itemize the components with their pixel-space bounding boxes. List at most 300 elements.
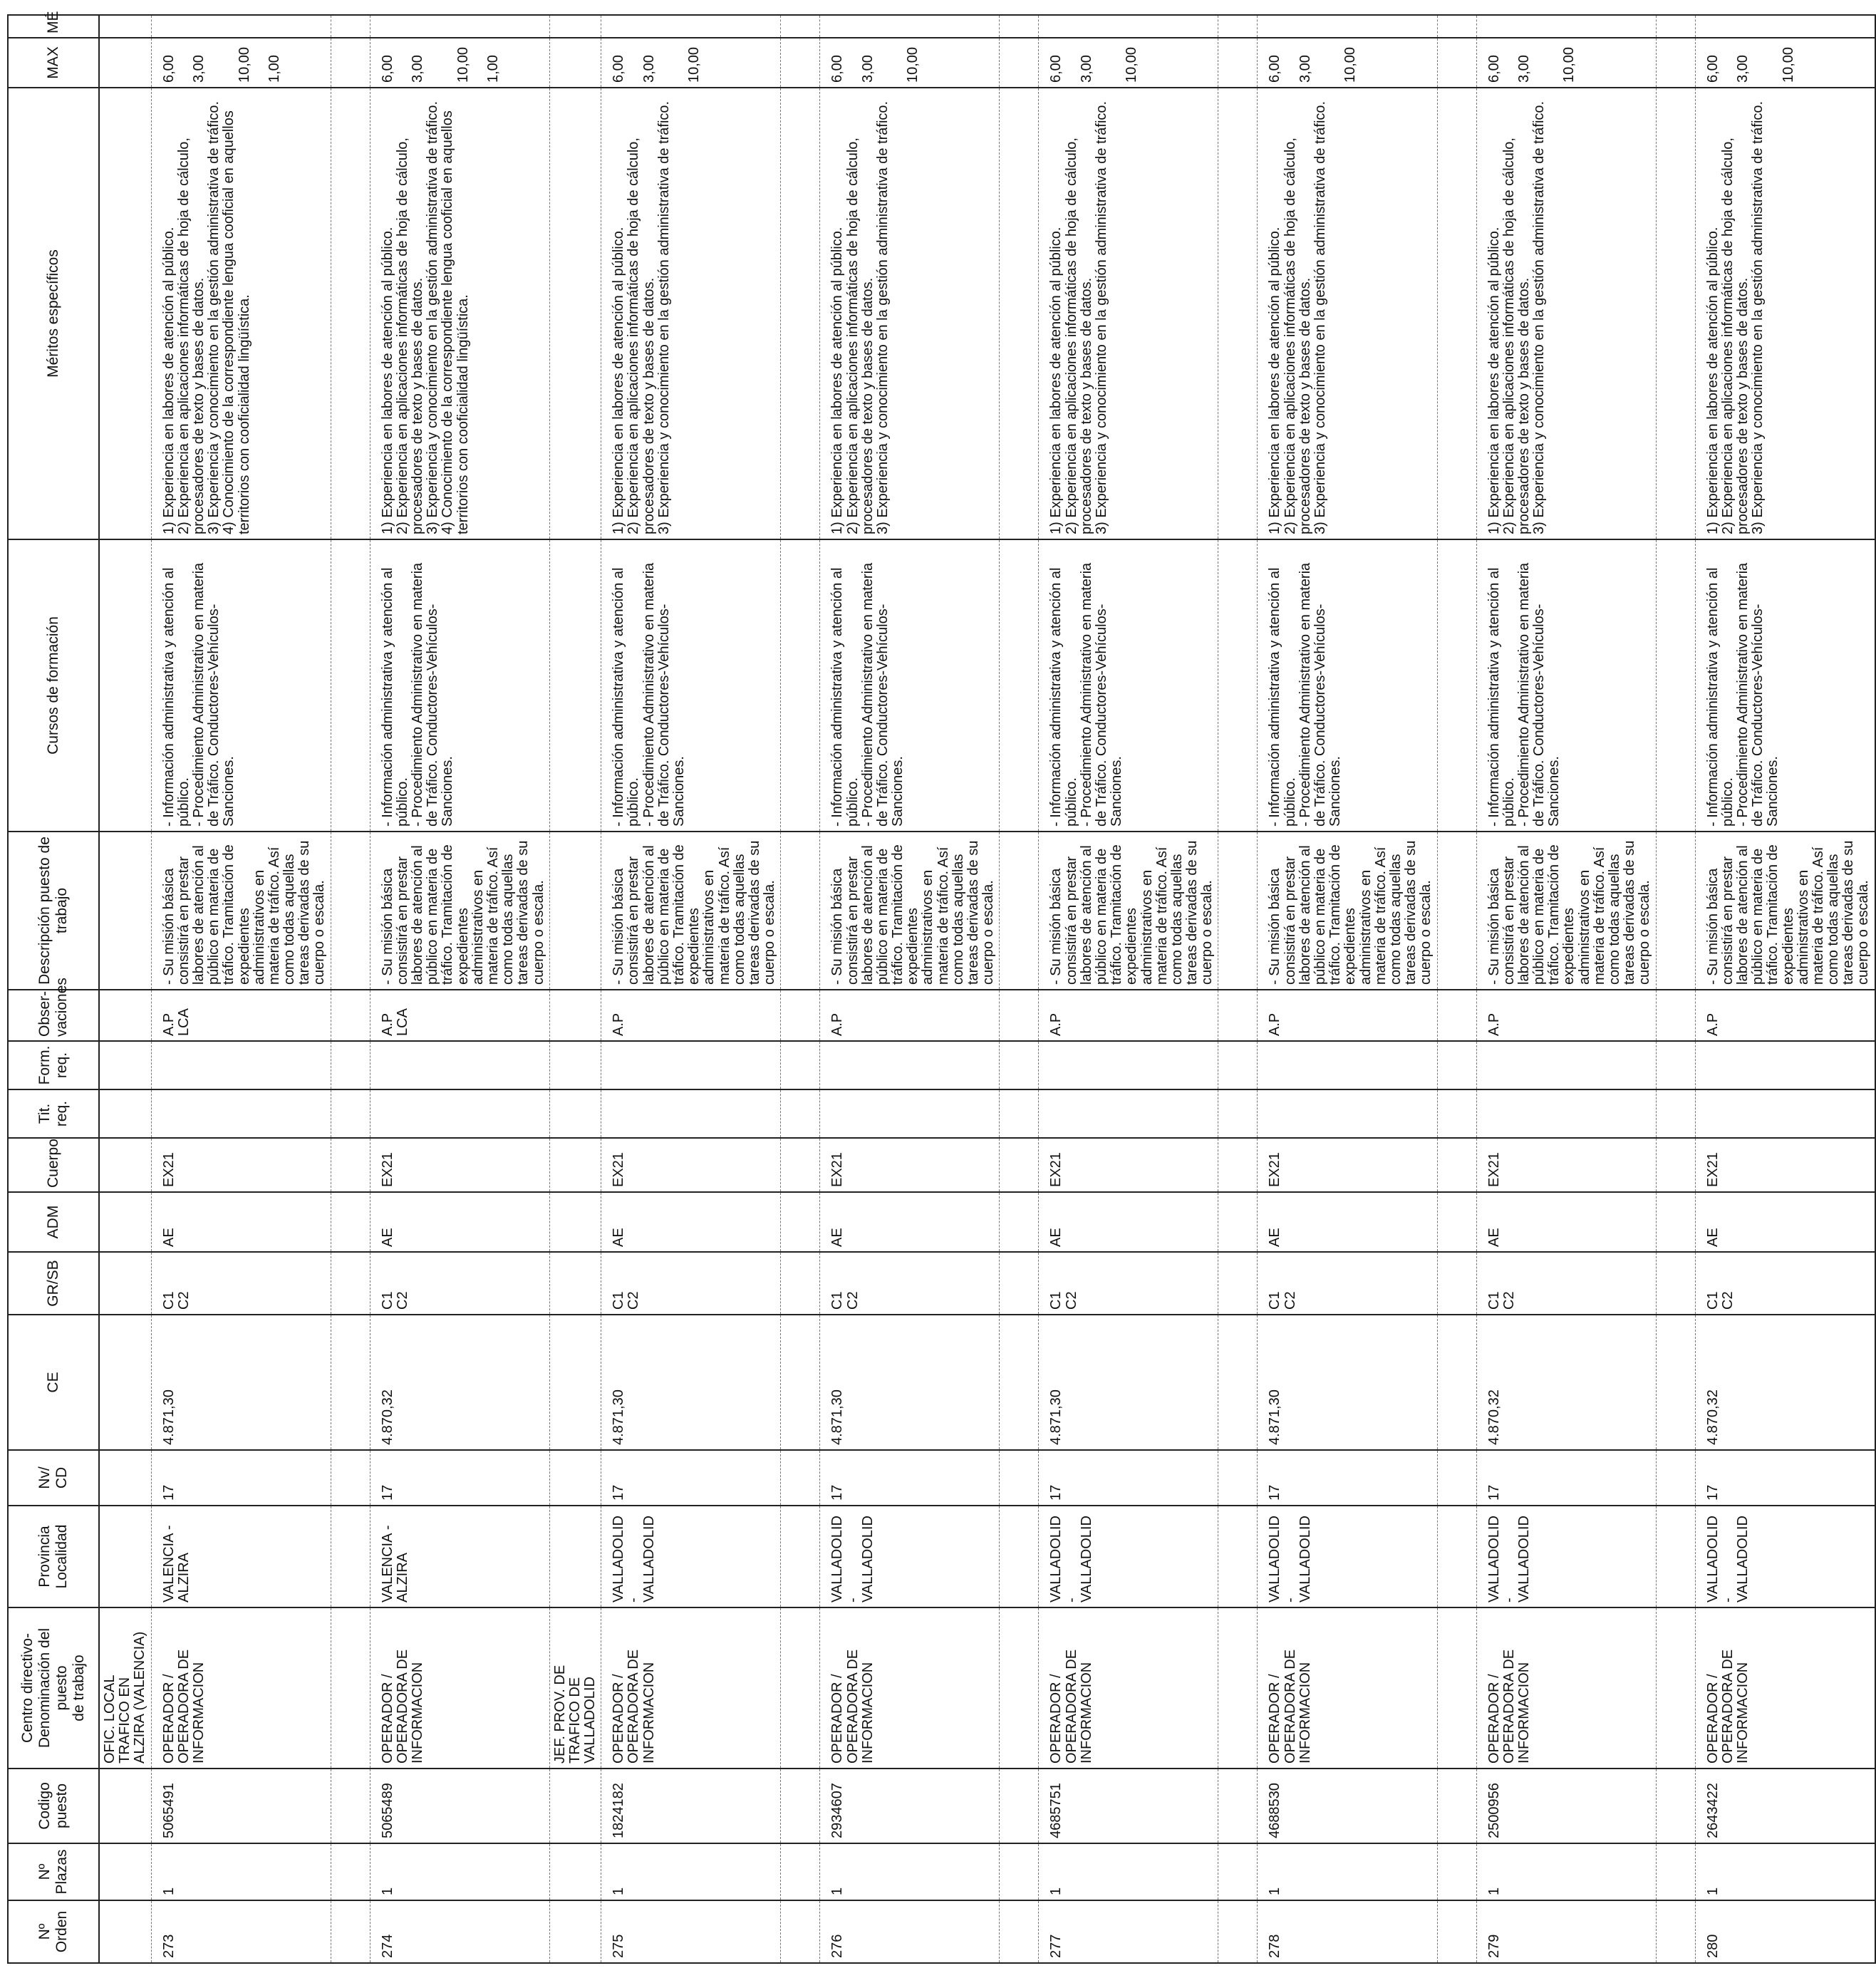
table-row — [601, 15, 781, 1963]
cell-orden: 278 — [1258, 1900, 1437, 1963]
cell-meritos: 1) Experiencia en labores de atención al público. 2) Experiencia en aplicaciones informáticas de hoja de cálculo, procesadores de texto y bases de datos. 3) Experiencia y conocimiento en la gestión administrativa de tráfico. 4) Conocimiento de la correspondiente lengua cooficial en aquellos territorios con cooficialidad lingüística. — [151, 88, 331, 539]
unit-spacer — [781, 990, 820, 1041]
unit-spacer — [99, 1506, 151, 1607]
unit-spacer — [331, 1041, 370, 1089]
cell-orden: 277 — [1039, 1900, 1218, 1963]
cell-tit — [1258, 1089, 1437, 1138]
cell-denominacion: OPERADOR / OPERADORA DE INFORMACION — [1039, 1607, 1218, 1769]
cell-grsb: C1 C2 — [151, 1252, 331, 1315]
unit-spacer — [99, 1041, 151, 1089]
cell-nivel: 17 — [151, 1450, 331, 1506]
unit-spacer — [331, 1252, 370, 1315]
cell-denominacion: OPERADOR / OPERADORA DE INFORMACION — [601, 1607, 781, 1769]
unit-spacer — [1656, 832, 1695, 990]
unit-spacer — [549, 1900, 601, 1963]
cell-meritos: 1) Experiencia en labores de atención al público. 2) Experiencia en aplicaciones informáticas de hoja de cálculo, procesadores de texto y bases de datos. 3) Experiencia y conocimiento en la gestión administrativa de tráfico. — [601, 88, 781, 539]
unit-spacer — [1437, 1041, 1476, 1089]
unit-spacer — [1656, 15, 1695, 38]
cell-nivel: 17 — [820, 1450, 1000, 1506]
unit-spacer — [549, 1843, 601, 1900]
header-denominacion: Centro directivo- Denominación del puesto de trabajo — [8, 1607, 99, 1769]
cell-me — [1476, 15, 1656, 38]
unit-spacer — [1000, 832, 1039, 990]
cell-codigo: 2934607 — [820, 1769, 1000, 1843]
cell-adm: AE — [1039, 1192, 1218, 1252]
unit-row — [781, 15, 820, 1963]
cell-ce: 4.871,30 — [1258, 1315, 1437, 1450]
unit-spacer — [1437, 1315, 1476, 1450]
cell-denominacion: OPERADOR / OPERADORA DE INFORMACION — [370, 1607, 549, 1769]
cell-desc: - Su misión básica consistirá en prestar labores de atención al público en materia de tráfico. Tramitación de expedientes administrativos en materia de tráfico. Así como todas aquellas tareas derivadas de su cuerpo o escala. — [1695, 832, 1875, 990]
unit-spacer — [1656, 1252, 1695, 1315]
cell-plazas: 1 — [820, 1843, 1000, 1900]
unit-spacer — [1437, 1900, 1476, 1963]
cell-nivel: 17 — [1695, 1450, 1875, 1506]
table-row — [1039, 15, 1218, 1963]
cell-plazas: 1 — [151, 1843, 331, 1900]
unit-spacer — [1218, 15, 1258, 38]
cell-meritos: 1) Experiencia en labores de atención al público. 2) Experiencia en aplicaciones informáticas de hoja de cálculo, procesadores de texto y bases de datos. 3) Experiencia y conocimiento en la gestión administrativa de tráfico. — [1476, 88, 1656, 539]
unit-spacer — [1218, 1252, 1258, 1315]
cell-cuerpo: EX21 — [1476, 1138, 1656, 1192]
unit-spacer — [1656, 1192, 1695, 1252]
unit-spacer — [549, 1252, 601, 1315]
unit-spacer — [1000, 88, 1039, 539]
cell-cuerpo: EX21 — [1695, 1138, 1875, 1192]
unit-spacer — [331, 1450, 370, 1506]
unit-spacer — [781, 1315, 820, 1450]
cell-denominacion: OPERADOR / OPERADORA DE INFORMACION — [1695, 1607, 1875, 1769]
table-row — [1476, 15, 1656, 1963]
cell-codigo: 2643422 — [1695, 1769, 1875, 1843]
unit-spacer — [549, 832, 601, 990]
cell-obs: A.P — [1039, 990, 1218, 1041]
cell-form — [1695, 1041, 1875, 1089]
header-descripcion: Descripción puesto de trabajo — [8, 832, 99, 990]
unit-spacer — [1218, 1769, 1258, 1843]
unit-spacer — [99, 15, 151, 38]
header-grsb: GR/SB — [8, 1252, 99, 1315]
unit-spacer — [99, 1138, 151, 1192]
unit-spacer — [1000, 1252, 1039, 1315]
cell-ce: 4.870,32 — [1695, 1315, 1875, 1450]
unit-spacer — [1437, 1192, 1476, 1252]
unit-spacer — [1000, 539, 1039, 832]
cell-ce: 4.870,32 — [370, 1315, 549, 1450]
unit-spacer — [549, 1089, 601, 1138]
cell-orden: 275 — [601, 1900, 781, 1963]
cell-desc: - Su misión básica consistirá en prestar labores de atención al público en materia de tráfico. Tramitación de expedientes administrativos en materia de tráfico. Así como todas aquellas tareas derivadas de su cuerpo o escala. — [1039, 832, 1218, 990]
unit-name — [1656, 1607, 1695, 1769]
unit-spacer — [1656, 1843, 1695, 1900]
cell-plazas: 1 — [1476, 1843, 1656, 1900]
cell-tit — [151, 1089, 331, 1138]
unit-spacer — [1437, 1138, 1476, 1192]
unit-spacer — [549, 1138, 601, 1192]
cell-max: 6,00 3,00 10,00 — [820, 38, 1000, 88]
header-ce: CE — [8, 1315, 99, 1450]
unit-spacer — [1218, 539, 1258, 832]
unit-spacer — [1000, 1089, 1039, 1138]
cell-cuerpo: EX21 — [1039, 1138, 1218, 1192]
unit-spacer — [1656, 1315, 1695, 1450]
cell-plazas: 1 — [1258, 1843, 1437, 1900]
unit-spacer — [1218, 1192, 1258, 1252]
unit-spacer — [1000, 1041, 1039, 1089]
unit-spacer — [1656, 1900, 1695, 1963]
unit-spacer — [1218, 1506, 1258, 1607]
unit-spacer — [1218, 990, 1258, 1041]
header-obs: Obser- vaciones — [8, 990, 99, 1041]
unit-spacer — [1437, 1769, 1476, 1843]
cell-codigo: 5065491 — [151, 1769, 331, 1843]
table-row — [1258, 15, 1437, 1963]
unit-name — [1437, 1607, 1476, 1769]
table-row — [820, 15, 1000, 1963]
cell-max: 6,00 3,00 10,00 — [1258, 38, 1437, 88]
cell-ce: 4.871,30 — [601, 1315, 781, 1450]
cell-tit — [1476, 1089, 1656, 1138]
cell-desc: - Su misión básica consistirá en prestar labores de atención al público en materia de tráfico. Tramitación de expedientes administrativos en materia de tráfico. Así como todas aquellas tareas derivadas de su cuerpo o escala. — [820, 832, 1000, 990]
cell-codigo: 5065489 — [370, 1769, 549, 1843]
cell-codigo: 4688530 — [1258, 1769, 1437, 1843]
cell-desc: - Su misión básica consistirá en prestar labores de atención al público en materia de tráfico. Tramitación de expedientes administrativos en materia de tráfico. Así como todas aquellas tareas derivadas de su cuerpo o escala. — [1258, 832, 1437, 990]
cell-ce: 4.871,30 — [820, 1315, 1000, 1450]
unit-spacer — [549, 1315, 601, 1450]
header-plazas: Nº Plazas — [8, 1843, 99, 1900]
unit-name: OFIC. LOCAL TRAFICO EN ALZIRA (VALENCIA) — [99, 1607, 151, 1769]
unit-row — [331, 15, 370, 1963]
unit-name — [1000, 1607, 1039, 1769]
header-max: MAX — [8, 38, 99, 88]
cell-provincia: VALLADOLID - VALLADOLID — [1258, 1506, 1437, 1607]
unit-spacer — [331, 88, 370, 539]
unit-spacer — [781, 1041, 820, 1089]
header-cursos: Cursos de formación — [8, 539, 99, 832]
cell-desc: - Su misión básica consistirá en prestar labores de atención al público en materia de tráfico. Tramitación de expedientes administrativos en materia de tráfico. Así como todas aquellas tareas derivadas de su cuerpo o escala. — [1476, 832, 1656, 990]
cell-adm: AE — [370, 1192, 549, 1252]
cell-grsb: C1 C2 — [370, 1252, 549, 1315]
cell-me — [601, 15, 781, 38]
cell-nivel: 17 — [601, 1450, 781, 1506]
unit-spacer — [1437, 88, 1476, 539]
cell-me — [370, 15, 549, 38]
header-form: Form. req. — [8, 1041, 99, 1089]
cell-form — [1476, 1041, 1656, 1089]
cell-cursos: - Información administrativa y atención al público. - Procedimiento Administrativo en materia de Tráfico. Conductores-Vehículos-Sanciones. — [370, 539, 549, 832]
unit-spacer — [781, 1900, 820, 1963]
cell-provincia: VALLADOLID - VALLADOLID — [820, 1506, 1000, 1607]
unit-spacer — [549, 38, 601, 88]
cell-cuerpo: EX21 — [151, 1138, 331, 1192]
unit-spacer — [549, 88, 601, 539]
cell-denominacion: OPERADOR / OPERADORA DE INFORMACION — [151, 1607, 331, 1769]
unit-spacer — [1656, 1769, 1695, 1843]
cell-meritos: 1) Experiencia en labores de atención al público. 2) Experiencia en aplicaciones informáticas de hoja de cálculo, procesadores de texto y bases de datos. 3) Experiencia y conocimiento en la gestión administrativa de tráfico. — [820, 88, 1000, 539]
cell-adm: AE — [1258, 1192, 1437, 1252]
unit-spacer — [1437, 1089, 1476, 1138]
unit-spacer — [1437, 1252, 1476, 1315]
cell-tit — [1695, 1089, 1875, 1138]
header-meritos: Méritos específicos — [8, 88, 99, 539]
unit-spacer — [1656, 1506, 1695, 1607]
unit-spacer — [99, 539, 151, 832]
unit-spacer — [99, 1192, 151, 1252]
unit-name — [331, 1607, 370, 1769]
unit-spacer — [1437, 990, 1476, 1041]
cell-meritos: 1) Experiencia en labores de atención al público. 2) Experiencia en aplicaciones informáticas de hoja de cálculo, procesadores de texto y bases de datos. 3) Experiencia y conocimiento en la gestión administrativa de tráfico. — [1039, 88, 1218, 539]
header-adm: ADM — [8, 1192, 99, 1252]
table-row — [370, 15, 549, 1963]
unit-spacer — [331, 539, 370, 832]
cell-ce: 4.871,30 — [1039, 1315, 1218, 1450]
cell-ce: 4.870,32 — [1476, 1315, 1656, 1450]
unit-spacer — [331, 15, 370, 38]
unit-spacer — [781, 15, 820, 38]
header-orden: Nº Orden — [8, 1900, 99, 1963]
unit-spacer — [781, 1506, 820, 1607]
unit-spacer — [331, 1138, 370, 1192]
unit-spacer — [331, 38, 370, 88]
unit-spacer — [1000, 1138, 1039, 1192]
cell-form — [1258, 1041, 1437, 1089]
cell-form — [370, 1041, 549, 1089]
cell-tit — [1039, 1089, 1218, 1138]
unit-row — [549, 15, 601, 1963]
cell-desc: - Su misión básica consistirá en prestar labores de atención al público en materia de tráfico. Tramitación de expedientes administrativos en materia de tráfico. Así como todas aquellas tareas derivadas de su cuerpo o escala. — [601, 832, 781, 990]
unit-name — [1218, 1607, 1258, 1769]
cell-adm: AE — [601, 1192, 781, 1252]
cell-nivel: 17 — [1039, 1450, 1218, 1506]
unit-spacer — [1218, 1315, 1258, 1450]
cell-meritos: 1) Experiencia en labores de atención al público. 2) Experiencia en aplicaciones informáticas de hoja de cálculo, procesadores de texto y bases de datos. 3) Experiencia y conocimiento en la gestión administrativa de tráfico. 4) Conocimiento de la correspondiente lengua cooficial en aquellos territorios con cooficialidad lingüística. — [370, 88, 549, 539]
cell-grsb: C1 C2 — [1258, 1252, 1437, 1315]
cell-orden: 274 — [370, 1900, 549, 1963]
cell-cursos: - Información administrativa y atención al público. - Procedimiento Administrativo en materia de Tráfico. Conductores-Vehículos-Sanciones. — [820, 539, 1000, 832]
unit-spacer — [781, 1138, 820, 1192]
unit-spacer — [781, 38, 820, 88]
unit-spacer — [1437, 15, 1476, 38]
cell-form — [151, 1041, 331, 1089]
cell-cursos: - Información administrativa y atención al público. - Procedimiento Administrativo en materia de Tráfico. Conductores-Vehículos-Sanciones. — [1039, 539, 1218, 832]
unit-spacer — [331, 1843, 370, 1900]
unit-spacer — [99, 1900, 151, 1963]
cell-denominacion: OPERADOR / OPERADORA DE INFORMACION — [820, 1607, 1000, 1769]
unit-spacer — [1218, 1450, 1258, 1506]
unit-spacer — [1656, 38, 1695, 88]
unit-spacer — [1437, 539, 1476, 832]
cell-form — [601, 1041, 781, 1089]
unit-spacer — [1218, 1041, 1258, 1089]
unit-spacer — [331, 1089, 370, 1138]
header-row — [8, 15, 99, 1963]
unit-spacer — [781, 1450, 820, 1506]
cell-obs: A.P — [1258, 990, 1437, 1041]
cell-provincia: VALENCIA - ALZIRA — [151, 1506, 331, 1607]
table-body — [99, 15, 1875, 1963]
unit-spacer — [331, 1769, 370, 1843]
unit-spacer — [549, 539, 601, 832]
cell-max: 6,00 3,00 10,00 — [601, 38, 781, 88]
unit-spacer — [1000, 38, 1039, 88]
cell-meritos: 1) Experiencia en labores de atención al público. 2) Experiencia en aplicaciones informáticas de hoja de cálculo, procesadores de texto y bases de datos. 3) Experiencia y conocimiento en la gestión administrativa de tráfico. — [1695, 88, 1875, 539]
cell-provincia: VALLADOLID - VALLADOLID — [601, 1506, 781, 1607]
unit-spacer — [99, 832, 151, 990]
header-nivel: Nv/ CD — [8, 1450, 99, 1506]
unit-spacer — [1437, 1506, 1476, 1607]
cell-grsb: C1 C2 — [601, 1252, 781, 1315]
cell-form — [820, 1041, 1000, 1089]
table-row — [151, 15, 331, 1963]
unit-spacer — [549, 15, 601, 38]
header-me: MÉ — [8, 15, 99, 38]
cell-max: 6,00 3,00 10,00 1,00 — [151, 38, 331, 88]
unit-spacer — [99, 1315, 151, 1450]
unit-spacer — [99, 990, 151, 1041]
cell-plazas: 1 — [1695, 1843, 1875, 1900]
cell-cursos: - Información administrativa y atención al público. - Procedimiento Administrativo en materia de Tráfico. Conductores-Vehículos-Sanciones. — [1695, 539, 1875, 832]
unit-spacer — [331, 990, 370, 1041]
header-tit: Tit. req. — [8, 1089, 99, 1138]
cell-nivel: 17 — [1258, 1450, 1437, 1506]
cell-plazas: 1 — [1039, 1843, 1218, 1900]
unit-spacer — [549, 1192, 601, 1252]
unit-spacer — [1218, 1138, 1258, 1192]
unit-spacer — [1218, 88, 1258, 539]
unit-spacer — [1656, 1138, 1695, 1192]
unit-spacer — [549, 1769, 601, 1843]
cell-nivel: 17 — [370, 1450, 549, 1506]
cell-me — [1039, 15, 1218, 38]
cell-cuerpo: EX21 — [1258, 1138, 1437, 1192]
table-header — [8, 11, 99, 1963]
unit-spacer — [99, 1769, 151, 1843]
cell-me — [1258, 15, 1437, 38]
cell-orden: 273 — [151, 1900, 331, 1963]
unit-row — [1000, 15, 1039, 1963]
unit-spacer — [1218, 1900, 1258, 1963]
unit-spacer — [781, 832, 820, 990]
unit-spacer — [331, 832, 370, 990]
unit-name — [781, 1607, 820, 1769]
cell-provincia: VALLADOLID - VALLADOLID — [1476, 1506, 1656, 1607]
unit-spacer — [1656, 539, 1695, 832]
unit-spacer — [1000, 1450, 1039, 1506]
cell-me — [820, 15, 1000, 38]
unit-spacer — [549, 1506, 601, 1607]
cell-plazas: 1 — [601, 1843, 781, 1900]
cell-cursos: - Información administrativa y atención al público. - Procedimiento Administrativo en materia de Tráfico. Conductores-Vehículos-Sanciones. — [1476, 539, 1656, 832]
cell-codigo: 1824182 — [601, 1769, 781, 1843]
cell-grsb: C1 C2 — [1476, 1252, 1656, 1315]
cell-cursos: - Información administrativa y atención al público. - Procedimiento Administrativo en materia de Tráfico. Conductores-Vehículos-Sanciones. — [1258, 539, 1437, 832]
cell-max: 6,00 3,00 10,00 — [1476, 38, 1656, 88]
unit-spacer — [1000, 1769, 1039, 1843]
unit-spacer — [1000, 1843, 1039, 1900]
job-positions-table — [7, 11, 1876, 1964]
unit-spacer — [781, 539, 820, 832]
cell-orden: 276 — [820, 1900, 1000, 1963]
unit-spacer — [781, 1769, 820, 1843]
unit-spacer — [1218, 38, 1258, 88]
unit-spacer — [99, 88, 151, 539]
unit-spacer — [781, 1192, 820, 1252]
cell-adm: AE — [820, 1192, 1000, 1252]
cell-orden: 280 — [1695, 1900, 1875, 1963]
cell-me — [151, 15, 331, 38]
cell-max: 6,00 3,00 10,00 1,00 — [370, 38, 549, 88]
cell-cuerpo: EX21 — [820, 1138, 1000, 1192]
header-codigo: Codigo puesto — [8, 1769, 99, 1843]
cell-provincia: VALENCIA - ALZIRA — [370, 1506, 549, 1607]
cell-desc: - Su misión básica consistirá en prestar labores de atención al público en materia de tráfico. Tramitación de expedientes administrativos en materia de tráfico. Así como todas aquellas tareas derivadas de su cuerpo o escala. — [151, 832, 331, 990]
cell-max: 6,00 3,00 10,00 — [1039, 38, 1218, 88]
cell-obs: A.P — [1695, 990, 1875, 1041]
cell-adm: AE — [151, 1192, 331, 1252]
unit-spacer — [1218, 1089, 1258, 1138]
cell-tit — [370, 1089, 549, 1138]
unit-spacer — [1656, 1450, 1695, 1506]
unit-spacer — [99, 1252, 151, 1315]
unit-spacer — [549, 990, 601, 1041]
cell-me — [1695, 15, 1875, 38]
cell-obs: A.P — [1476, 990, 1656, 1041]
cell-nivel: 17 — [1476, 1450, 1656, 1506]
cell-tit — [820, 1089, 1000, 1138]
cell-grsb: C1 C2 — [1039, 1252, 1218, 1315]
cell-orden: 279 — [1476, 1900, 1656, 1963]
unit-row — [1656, 15, 1695, 1963]
unit-spacer — [331, 1900, 370, 1963]
unit-spacer — [781, 1843, 820, 1900]
cell-provincia: VALLADOLID - VALLADOLID — [1039, 1506, 1218, 1607]
unit-row — [99, 15, 151, 1963]
unit-spacer — [1000, 1315, 1039, 1450]
unit-row — [1218, 15, 1258, 1963]
unit-spacer — [99, 1843, 151, 1900]
unit-spacer — [1656, 88, 1695, 539]
cell-cursos: - Información administrativa y atención al público. - Procedimiento Administrativo en materia de Tráfico. Conductores-Vehículos-Sanciones. — [601, 539, 781, 832]
unit-spacer — [549, 1041, 601, 1089]
unit-spacer — [781, 1089, 820, 1138]
unit-spacer — [1656, 1041, 1695, 1089]
unit-spacer — [331, 1315, 370, 1450]
unit-spacer — [331, 1192, 370, 1252]
unit-spacer — [1437, 1843, 1476, 1900]
unit-spacer — [99, 1089, 151, 1138]
unit-spacer — [781, 1252, 820, 1315]
cell-ce: 4.871,30 — [151, 1315, 331, 1450]
unit-name: JEF. PROV. DE TRAFICO DE VALLADOLID — [549, 1607, 601, 1769]
unit-spacer — [1656, 990, 1695, 1041]
cell-grsb: C1 C2 — [820, 1252, 1000, 1315]
cell-cursos: - Información administrativa y atención al público. - Procedimiento Administrativo en materia de Tráfico. Conductores-Vehículos-Sanciones. — [151, 539, 331, 832]
cell-meritos: 1) Experiencia en labores de atención al público. 2) Experiencia en aplicaciones informáticas de hoja de cálculo, procesadores de texto y bases de datos. 3) Experiencia y conocimiento en la gestión administrativa de tráfico. — [1258, 88, 1437, 539]
cell-desc: - Su misión básica consistirá en prestar labores de atención al público en materia de tráfico. Tramitación de expedientes administrativos en materia de tráfico. Así como todas aquellas tareas derivadas de su cuerpo o escala. — [370, 832, 549, 990]
unit-spacer — [99, 1450, 151, 1506]
unit-spacer — [1000, 990, 1039, 1041]
unit-spacer — [1218, 832, 1258, 990]
unit-spacer — [1437, 1450, 1476, 1506]
cell-obs: A.P LCA — [370, 990, 549, 1041]
cell-grsb: C1 C2 — [1695, 1252, 1875, 1315]
unit-spacer — [1437, 832, 1476, 990]
header-provincia: Provincia Localidad — [8, 1506, 99, 1607]
table-row — [1695, 15, 1875, 1963]
unit-spacer — [1437, 38, 1476, 88]
unit-spacer — [1000, 1506, 1039, 1607]
unit-row — [1437, 15, 1476, 1963]
